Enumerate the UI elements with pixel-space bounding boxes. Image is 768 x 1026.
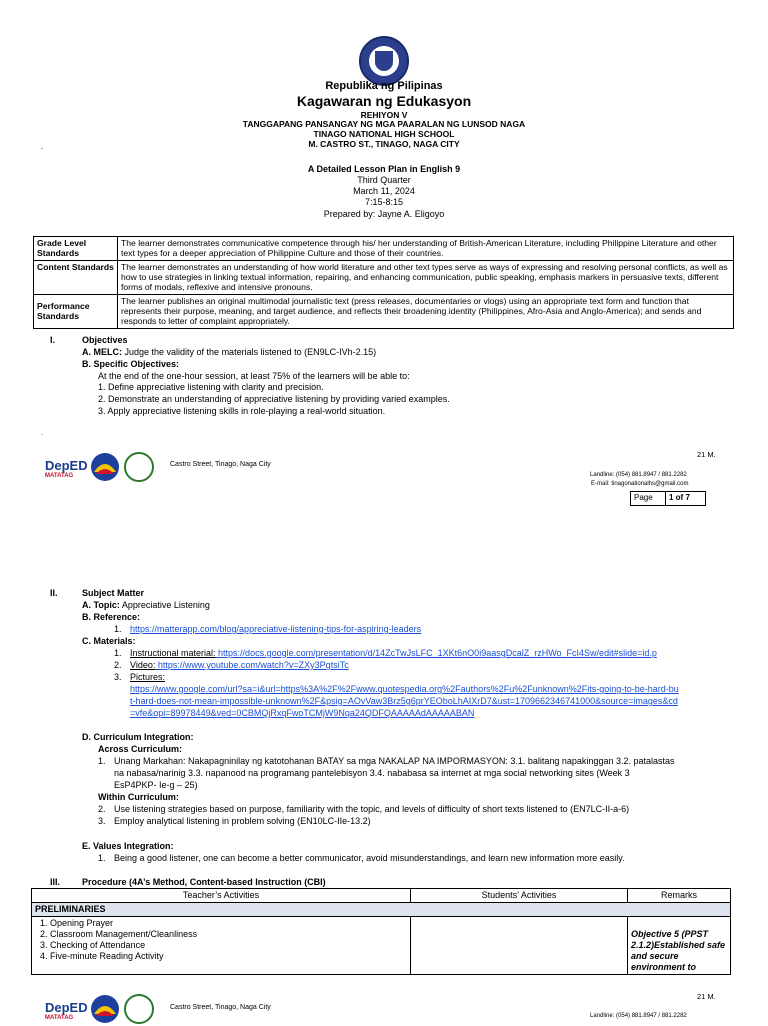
deped-logo [45,458,87,484]
deped-logo [45,1000,87,1026]
header-address: M. CASTRO ST., TINAGO, NAGA CITY [308,139,460,149]
material-link[interactable]: https://docs.google.com/presentation/d/14ZcTwJsLFC_1XKt6nO0i9aasgDcalZ_rzHWo_FcI4Sw/edit#slide=id.p [215,648,657,658]
table-row [32,917,731,975]
header-rehiyon: REHIYON V [360,110,408,120]
header-kagawaran: Kagawaran ng Edukasyon [296,93,472,109]
objective-melc [82,347,376,357]
within-curriculum-label: Within Curriculum: [98,792,179,802]
footer-page-num: 21 M. [697,450,716,459]
objective-item: 2. Demonstrate an understanding of appreciative listening by providing varied examples. [98,394,450,404]
seal-shield-icon [375,51,393,71]
objectives-num: I. [50,335,56,345]
deped-text: DepED [45,1000,88,1015]
standard-text: The learner demonstrates communicative competence through his/ her understanding of British-American Literature, including Philippine Literature and other text types for a deeper appreciation of Philippine Culture and those of their countries. [118,237,734,261]
dot-mark: . [41,430,43,437]
page-value: 1 of 7 [669,493,690,502]
melc-label: A. MELC: [82,347,122,357]
objectives-intro: At the end of the one-hour session, at least 75% of the learners will be able to: [98,371,410,381]
bagong-pilipinas-logo [90,994,120,1024]
deped-seal-logo [359,36,409,86]
values-item: 1. Being a good listener, one can become a better communicator, avoid misunderstandings, and learn new information more easily. [98,853,625,863]
specific-objectives-label: B. Specific Objectives: [82,359,180,369]
material-link[interactable]: =vfe&opi=89978449&ved=0CBMQjRxqFwoTCMjW9Nqa24QDFQAAAAAdAAAAABAN [130,708,475,718]
section-header: PRELIMINARIES [32,903,731,917]
across-text: EsP4PKP- Ie-g – 25) [114,780,198,790]
footer-address: Castro Street, Tinago, Naga City [170,461,271,468]
objectives-title: Objectives [82,335,128,345]
procedure-num: III. [50,877,61,887]
material-link[interactable]: https://www.youtube.com/watch?v=ZXy3PgtsiTc [155,660,349,670]
material-label: Video: [130,660,156,670]
footer-email: E-mail: tinagonationalhs@gmail.com [591,481,689,487]
curriculum-integration-label: D. Curriculum Integration: [82,732,194,742]
material-item: 3. Pictures: [114,672,166,682]
table-row [34,237,734,261]
material-link[interactable]: https://www.google.com/url?sa=i&url=https%3A%2F%2Fwww.quotespedia.org%2Fauthors%2Fu%2Funknown%2Fits-going-to-be-hard-bu [130,684,679,694]
procedure-title: Procedure (4A’s Method, Content-based Instruction (CBI) [82,877,326,887]
melc-text: Judge the validity of the materials listened to (EN9LC-IVh-2.15) [122,347,377,357]
footer-page-num: 21 M. [697,992,716,1001]
list-item: 2. Classroom Management/Cleanliness [40,929,198,939]
subject-num: II. [50,588,58,598]
reference-label: B. Reference: [82,612,141,622]
column-header: Teacher’s Activities [32,889,411,903]
table-row [34,295,734,329]
list-item: 4. Five-minute Reading Activity [40,951,164,961]
matatag-text: MATATAG [45,473,74,479]
footer-address: Castro Street, Tinago, Naga City [170,1004,271,1011]
standard-label: Grade Level Standards [34,237,118,261]
within-item: 3. Employ analytical listening in problem solving (EN10LC-IIe-13.2) [98,816,371,826]
column-header: Students’ Activities [411,889,628,903]
reference-item: 1. https://matterapp.com/blog/appreciative-listening-tips-for-aspiring-leaders [114,624,422,634]
deped-text: DepED [45,458,88,473]
across-item: 1. Unang Markahan: Nakapagninilay ng katotohanan BATAY sa mga NAKALAP NA IMPORMASYON: 3.1. balitang napakinggan 3.2. patalastas [98,756,675,766]
school-logo [124,994,154,1024]
within-item: 2. Use listening strategies based on purpose, familiarity with the topic, and levels of difficulty of short texts listened to (EN7LC-II-a-6) [98,804,630,814]
list-item: 3. Checking of Attendance [40,940,146,950]
standards-table [33,236,734,329]
school-logo [124,452,154,482]
topic-label: A. Topic: [82,600,120,610]
material-item: 1. Instructional material: https://docs.google.com/presentation/d/14ZcTwJsLFC_1XKt6nO0i9aasgDcalZ_rzHWo_FcI4Sw/edit#slide=id.p [114,648,657,658]
header-dot: . [41,142,44,151]
material-label: Pictures: [130,672,166,682]
procedure-table [31,888,731,975]
standard-text: The learner demonstrates an understanding of how world literature and other text types serve as ways of expressing and resolving personal conflicts, as well as how to use strategies in linking textual information, repairing, and enhancing communication, public speaking, emphasis markers in persuasive texts, different forms of modals, reflexive and intensive pronouns. [118,261,734,295]
table-row [34,261,734,295]
standard-text: The learner publishes an original multimodal journalistic text (press releases, documentaries or vlogs) using an appropriate text form and function that represents their purpose, meaning, and target audience, and reflects their broadening identity (Philippines, Afro-Asia and Anglo-America); and sends and responds to letter of complaint appropriately. [118,295,734,329]
matatag-text: MATATAG [45,1015,74,1021]
teacher-activities-cell [32,917,411,975]
plan-prepared: Prepared by: Jayne A. Eligoyo [323,209,445,219]
across-text: na nabasa/narinig 3.3. napanood na programang pantelebisyon 3.4. nababasa sa internet at mga social networking sites (Week 3 [114,768,630,778]
material-link[interactable]: t-hard-does-not-mean-impossible-unknown%2F&psig=AOvVaw3Brz5g6prYEOboLhAIXrD7&ust=1709662346741000&source=images&cd [130,696,678,706]
remarks-cell: Objective 5 (PPST 2.1.2)Established safe and secure environment to [628,917,731,975]
material-item: 2. Video: https://www.youtube.com/watch?v=ZXy3PgtsiTc [114,660,349,670]
header-tanggapan: TANGGAPANG PANSANGAY NG MGA PAARALAN NG LUNSOD NAGA [242,119,526,129]
values-integration-label: E. Values Integration: [82,841,174,851]
topic-text: Appreciative Listening [119,600,210,610]
standard-label: Performance Standards [34,295,118,329]
list-item: 1. Opening Prayer [40,918,114,928]
subject-title: Subject Matter [82,588,145,598]
footer-landline: Landline: (054) 881.8947 / 881.2282 [590,1013,687,1019]
values-text: Being a good listener, one can become a better communicator, avoid misunderstandings, and learn new information more easily. [114,853,625,863]
across-text: Unang Markahan: Nakapagninilay ng katotohanan BATAY sa mga NAKALAP NA IMPORMASYON: 3.1. balitang napakinggan 3.2. patalastas [114,756,675,766]
materials-label: C. Materials: [82,636,136,646]
within-text: Employ analytical listening in problem solving (EN10LC-IIe-13.2) [114,816,371,826]
objective-item: 1. Define appreciative listening with clarity and precision. [98,382,324,392]
within-text: Use listening strategies based on purpose, familiarity with the topic, and levels of difficulty of short texts listened to (EN7LC-II-a-6) [114,804,630,814]
objective-item: 3. Apply appreciative listening skills in role-playing a real-world situation. [98,406,386,416]
table-header-row [32,889,731,903]
header-school: TINAGO NATIONAL HIGH SCHOOL [313,129,455,139]
material-label: Instructional material: [130,648,216,658]
header-republika: Republika ng Pilipinas [325,80,443,92]
table-row [32,903,731,917]
students-activities-cell [411,917,628,975]
reference-link[interactable]: https://matterapp.com/blog/appreciative-listening-tips-for-aspiring-leaders [130,624,422,634]
plan-time: 7:15-8:15 [364,197,404,207]
footer-landline: Landline: (054) 881.8947 / 881.2282 [590,472,687,478]
plan-quarter: Third Quarter [357,175,411,185]
page-number-box [630,491,706,506]
page-label: Page [631,492,666,505]
bagong-pilipinas-logo [90,452,120,486]
standard-label: Content Standards [34,261,118,295]
column-header: Remarks [628,889,731,903]
topic-line [82,600,210,610]
plan-title: A Detailed Lesson Plan in English 9 [307,164,461,174]
across-curriculum-label: Across Curriculum: [98,744,183,754]
plan-date: March 11, 2024 [353,186,415,196]
